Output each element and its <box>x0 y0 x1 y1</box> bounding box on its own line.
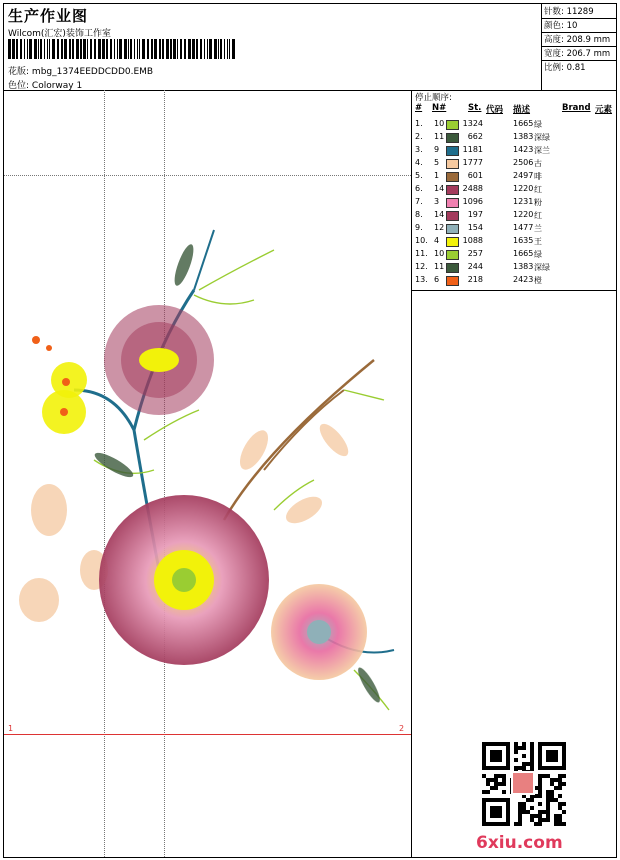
color-swatch <box>446 263 459 273</box>
row-code: 1477 <box>513 223 534 232</box>
row-idx: 3. <box>415 145 423 154</box>
row-stitches: 257 <box>467 249 483 258</box>
row-desc: 王 <box>534 237 542 246</box>
colorway-value: Colorway 1 <box>31 81 83 91</box>
row-stitches: 1181 <box>462 145 483 154</box>
stat-height: 高度: 208.9 mm <box>544 35 611 45</box>
row-idx: 7. <box>415 197 423 206</box>
row-idx: 2. <box>415 132 423 141</box>
col-needle: N# <box>432 103 447 113</box>
row-needle: 11 <box>434 262 445 271</box>
color-swatch <box>446 198 459 208</box>
sequence-row <box>412 157 616 170</box>
row-desc: 绿 <box>534 120 542 129</box>
row-idx: 9. <box>415 223 423 232</box>
col-idx: # <box>415 103 423 113</box>
row-code: 1231 <box>513 197 534 206</box>
row-code: 2423 <box>513 275 534 284</box>
row-needle: 1 <box>434 171 440 180</box>
stats-box <box>541 4 616 90</box>
row-stitches: 154 <box>467 223 483 232</box>
stat-stitches: 针数: 11289 <box>544 7 594 17</box>
sequence-row <box>412 170 616 183</box>
row-stitches: 1088 <box>462 236 483 245</box>
row-stitches: 1096 <box>462 197 483 206</box>
row-code: 1220 <box>513 184 534 193</box>
row-needle: 10 <box>434 119 445 128</box>
file-name: mbg_1374EEDDCDD0.EMB <box>31 67 154 77</box>
col-code: 代码 <box>486 105 504 115</box>
row-needle: 14 <box>434 210 445 219</box>
row-stitches: 601 <box>467 171 483 180</box>
color-swatch <box>446 120 459 130</box>
sequence-row <box>412 196 616 209</box>
sequence-row <box>412 209 616 222</box>
stat-scale: 比例: 0.81 <box>544 63 586 73</box>
row-desc: 兰 <box>534 224 542 233</box>
barcode <box>8 39 238 59</box>
color-swatch <box>446 172 459 182</box>
row-stitches: 2488 <box>462 184 483 193</box>
row-idx: 10. <box>415 236 428 245</box>
row-needle: 5 <box>434 158 440 167</box>
row-needle: 9 <box>434 145 440 154</box>
row-idx: 4. <box>415 158 423 167</box>
row-desc: 深兰 <box>534 146 550 155</box>
row-needle: 12 <box>434 223 445 232</box>
color-swatch <box>446 211 459 221</box>
row-code: 1665 <box>513 119 534 128</box>
marker-right: 2 <box>399 724 405 733</box>
color-swatch <box>446 237 459 247</box>
company-name: Wilcom(汇宏)装饰工作室 <box>8 29 111 39</box>
sequence-row <box>412 144 616 157</box>
stop-sequence-panel <box>412 90 616 290</box>
row-idx: 6. <box>415 184 423 193</box>
row-idx: 13. <box>415 275 428 284</box>
row-needle: 6 <box>434 275 440 284</box>
color-swatch <box>446 224 459 234</box>
color-swatch <box>446 250 459 260</box>
sequence-row <box>412 183 616 196</box>
color-swatch <box>446 133 459 143</box>
qr-code <box>482 742 566 826</box>
row-idx: 5. <box>415 171 423 180</box>
sequence-title: 停止顺序: <box>415 93 452 103</box>
row-code: 1383 <box>513 262 534 271</box>
design-area <box>4 90 411 857</box>
sequence-row <box>412 274 616 287</box>
row-idx: 11. <box>415 249 428 258</box>
row-stitches: 244 <box>467 262 483 271</box>
file-label: 花版: <box>8 67 30 77</box>
row-desc: 深绿 <box>534 263 550 272</box>
row-code: 1220 <box>513 210 534 219</box>
row-needle: 11 <box>434 132 445 141</box>
row-code: 2497 <box>513 171 534 180</box>
embroidery-flower-design <box>4 90 411 730</box>
row-needle: 10 <box>434 249 445 258</box>
sequence-row <box>412 235 616 248</box>
row-needle: 3 <box>434 197 440 206</box>
col-brand: Brand <box>562 103 591 113</box>
frame-baseline <box>4 734 411 735</box>
sequence-row <box>412 261 616 274</box>
marker-left: 1 <box>8 724 14 733</box>
row-desc: 粉 <box>534 198 542 207</box>
watermark-brand: 6xiu.com <box>476 833 563 853</box>
stat-width: 宽度: 206.7 mm <box>544 49 611 59</box>
color-swatch <box>446 159 459 169</box>
col-elem: 元素 <box>595 105 613 115</box>
sequence-row <box>412 118 616 131</box>
row-code: 1635 <box>513 236 534 245</box>
row-stitches: 197 <box>467 210 483 219</box>
header-info <box>4 4 542 90</box>
sequence-row <box>412 248 616 261</box>
row-desc: 啡 <box>534 172 542 181</box>
colorway-label: 色位: <box>8 81 30 91</box>
row-idx: 8. <box>415 210 423 219</box>
col-desc: 描述 <box>513 105 531 115</box>
row-code: 1665 <box>513 249 534 258</box>
color-swatch <box>446 146 459 156</box>
file-line <box>8 64 153 77</box>
row-stitches: 218 <box>467 275 483 284</box>
row-desc: 深绿 <box>534 133 550 142</box>
row-desc: 古 <box>534 159 542 168</box>
color-swatch <box>446 185 459 195</box>
stat-colors: 颜色: 10 <box>544 21 578 31</box>
row-stitches: 662 <box>467 132 483 141</box>
row-needle: 4 <box>434 236 440 245</box>
row-stitches: 1324 <box>462 119 483 128</box>
row-desc: 红 <box>534 211 542 220</box>
row-desc: 绿 <box>534 250 542 259</box>
col-st: St. <box>468 103 482 113</box>
production-sheet <box>3 3 617 858</box>
row-code: 1383 <box>513 132 534 141</box>
sequence-row <box>412 222 616 235</box>
row-code: 2506 <box>513 158 534 167</box>
sheet-title: 生产作业图 <box>8 7 89 25</box>
row-desc: 橙 <box>534 276 542 285</box>
row-stitches: 1777 <box>462 158 483 167</box>
row-idx: 1. <box>415 119 423 128</box>
row-idx: 12. <box>415 262 428 271</box>
row-desc: 红 <box>534 185 542 194</box>
sequence-row <box>412 131 616 144</box>
row-needle: 14 <box>434 184 445 193</box>
row-code: 1423 <box>513 145 534 154</box>
color-swatch <box>446 276 459 286</box>
